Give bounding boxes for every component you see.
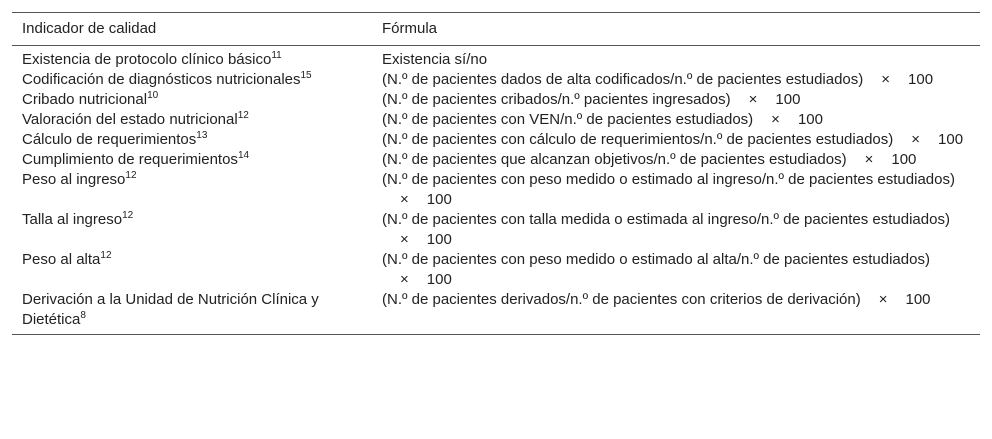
- table-row: [12, 110, 980, 130]
- multiply-sign: ×: [400, 191, 409, 208]
- reference-number: 12: [125, 170, 137, 181]
- multiply-sign: ×: [400, 271, 409, 288]
- indicator-text: Codificación de diagnósticos nutricionales: [22, 71, 301, 88]
- table-row: [12, 210, 980, 250]
- header-indicator: Indicador de calidad: [12, 13, 372, 46]
- indicator-cell: [12, 290, 372, 335]
- multiplier-value: 100: [797, 111, 823, 128]
- formula-cell: [372, 90, 980, 110]
- multiplier-value: 100: [905, 291, 931, 308]
- reference-number: 13: [196, 130, 208, 141]
- indicator-cell: [12, 150, 372, 170]
- formula-cell: [372, 70, 980, 90]
- table-header: [12, 13, 980, 46]
- indicator-text: Cálculo de requerimientos: [22, 131, 197, 148]
- multiplier-value: 100: [938, 131, 964, 148]
- formula-text: (N.º de pacientes con VEN/n.º de pacientes estudiados): [382, 111, 754, 128]
- indicator-text: Talla al ingreso: [22, 211, 123, 228]
- indicator-text: Peso al alta: [22, 251, 101, 268]
- formula-cell: [372, 290, 980, 335]
- multiply-sign: ×: [748, 91, 758, 108]
- indicator-text: Valoración del estado nutricional: [22, 111, 238, 128]
- indicator-cell: [12, 46, 372, 71]
- reference-number: 14: [237, 150, 250, 161]
- multiplier-value: 100: [426, 231, 452, 248]
- multiply-sign: ×: [771, 111, 780, 128]
- indicator-text: Cribado nutricional: [22, 91, 148, 108]
- multiply-sign: ×: [878, 291, 888, 308]
- multiply-sign: ×: [881, 71, 891, 88]
- indicator-text: Existencia de protocolo clínico básico: [22, 51, 272, 68]
- table-row: [12, 150, 980, 170]
- reference-number: 11: [271, 50, 282, 61]
- formula-cell: [372, 250, 980, 290]
- indicator-cell: [12, 170, 372, 210]
- formula-cell: [372, 46, 980, 71]
- table-row: [12, 290, 980, 335]
- indicator-text: Derivación a la Unidad de Nutrición Clínica y Dietética: [22, 291, 319, 328]
- multiplier-value: 100: [775, 91, 801, 108]
- formula-cell: [372, 110, 980, 130]
- table-row: [12, 90, 980, 110]
- table-row: [12, 46, 980, 71]
- formula-text: (N.º de pacientes con peso medido o estimado al ingreso/n.º de pacientes estudiados): [382, 171, 955, 188]
- table-row: [12, 70, 980, 90]
- multiplier-value: 100: [891, 151, 917, 168]
- table-body: [12, 46, 980, 335]
- multiply-sign: ×: [400, 231, 409, 248]
- formula-text: (N.º de pacientes con cálculo de requerimientos/n.º de pacientes estudiados): [382, 131, 894, 148]
- multiply-sign: ×: [911, 131, 921, 148]
- indicator-text: Peso al ingreso: [22, 171, 126, 188]
- multiplier-value: 100: [426, 191, 452, 208]
- multiplier-value: 100: [908, 71, 934, 88]
- formula-cell: [372, 150, 980, 170]
- indicator-cell: [12, 130, 372, 150]
- reference-number: 12: [237, 110, 249, 121]
- formula-text: (N.º de pacientes dados de alta codificados/n.º de pacientes estudiados): [382, 71, 864, 88]
- reference-number: 8: [80, 310, 86, 321]
- table-row: [12, 130, 980, 150]
- formula-text: (N.º de pacientes cribados/n.º pacientes ingresados): [382, 91, 731, 108]
- multiplier-value: 100: [426, 271, 452, 288]
- quality-indicators-table: [12, 12, 980, 335]
- reference-number: 12: [122, 210, 134, 221]
- formula-text: Existencia sí/no: [382, 51, 488, 68]
- formula-text: (N.º de pacientes con peso medido o estimado al alta/n.º de pacientes estudiados): [382, 251, 930, 268]
- reference-number: 10: [147, 90, 159, 101]
- indicator-cell: [12, 210, 372, 250]
- indicator-cell: [12, 90, 372, 110]
- formula-cell: [372, 210, 980, 250]
- formula-text: (N.º de pacientes derivados/n.º de pacientes con criterios de derivación): [382, 291, 861, 308]
- indicator-cell: [12, 70, 372, 90]
- indicator-text: Cumplimiento de requerimientos: [22, 151, 238, 168]
- formula-text: (N.º de pacientes con talla medida o estimada al ingreso/n.º de pacientes estudiados): [382, 211, 950, 228]
- reference-number: 12: [100, 250, 112, 261]
- formula-cell: [372, 130, 980, 150]
- multiply-sign: ×: [864, 151, 874, 168]
- formula-cell: [372, 170, 980, 210]
- reference-number: 15: [300, 70, 312, 81]
- table-row: [12, 250, 980, 290]
- formula-text: (N.º de pacientes que alcanzan objetivos/n.º de pacientes estudiados): [382, 151, 847, 168]
- header-formula: Fórmula: [372, 13, 980, 46]
- quality-indicators-table-container: [12, 12, 980, 335]
- indicator-cell: [12, 110, 372, 130]
- table-row: [12, 170, 980, 210]
- header-row: [12, 13, 980, 46]
- indicator-cell: [12, 250, 372, 290]
